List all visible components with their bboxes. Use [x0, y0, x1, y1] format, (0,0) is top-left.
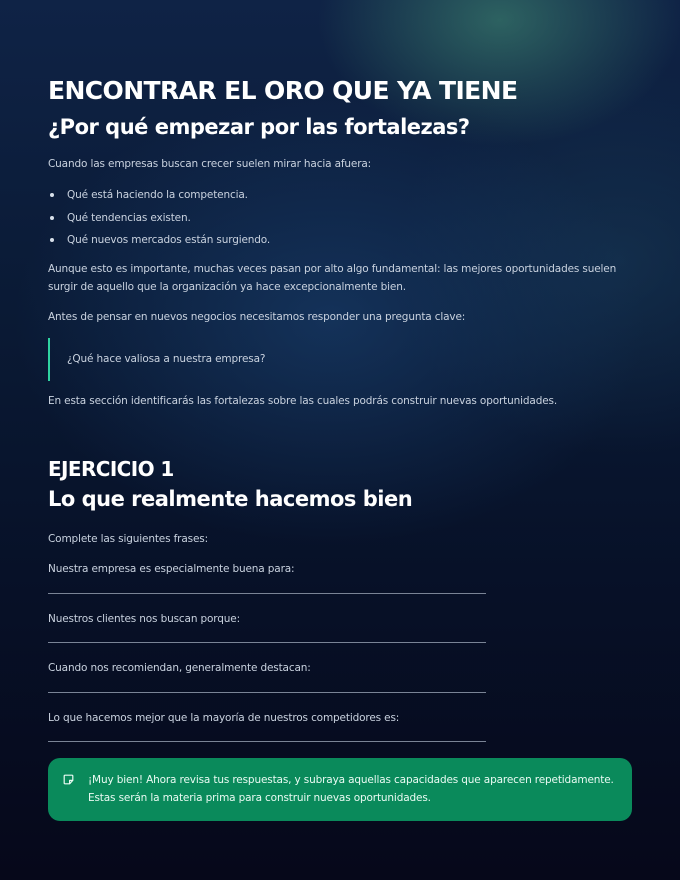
section-goal-text: En esta sección identificarás las fortalezas sobre las cuales podrás construir nuevas oportunidades. — [48, 395, 558, 407]
answer-line[interactable] — [48, 741, 486, 742]
list-item: Qué nuevos mercados están surgiendo. — [48, 229, 270, 252]
prompt-label: Lo que hacemos mejor que la mayoría de nuestros competidores es: — [48, 712, 400, 724]
question-lead: Antes de pensar en nuevos negocios necesitamos responder una pregunta clave: — [48, 311, 466, 323]
feedback-callout — [48, 758, 632, 821]
list-item: Qué tendencias existen. — [48, 207, 270, 230]
key-question-text: ¿Qué hace valiosa a nuestra empresa? — [67, 353, 266, 365]
prompt-label: Nuestros clientes nos buscan porque: — [48, 613, 240, 625]
document-page — [48, 0, 632, 880]
trend-list — [48, 184, 270, 252]
exercise-label: EJERCICIO 1 — [48, 457, 174, 481]
section-subtitle: ¿Por qué empezar por las fortalezas? — [48, 115, 470, 139]
exercise-title: Lo que realmente hacemos bien — [48, 487, 413, 511]
intro-paragraph: Aunque esto es importante, muchas veces pasan por alto algo fundamental: las mejores oportunidades suelen surgir de aquello que la organización ya hace excepcionalmente bien. — [48, 263, 617, 293]
intro-lead: Cuando las empresas buscan crecer suelen mirar hacia afuera: — [48, 158, 372, 170]
answer-line[interactable] — [48, 642, 486, 643]
prompt-label: Nuestra empresa es especialmente buena para: — [48, 563, 295, 575]
answer-line[interactable] — [48, 692, 486, 693]
list-item: Qué está haciendo la competencia. — [48, 184, 270, 207]
key-question-quote — [48, 338, 550, 381]
answer-line[interactable] — [48, 593, 486, 594]
prompt-label: Cuando nos recomiendan, generalmente destacan: — [48, 662, 311, 674]
note-icon — [63, 774, 74, 785]
section-title: ENCONTRAR EL ORO QUE YA TIENE — [48, 76, 518, 105]
callout-text: ¡Muy bien! Ahora revisa tus respuestas, y subraya aquellas capacidades que aparecen repetidamente. Estas serán la materia prima para construir nuevas oportunidades. — [88, 774, 614, 804]
exercise-instructions: Complete las siguientes frases: — [48, 533, 208, 545]
